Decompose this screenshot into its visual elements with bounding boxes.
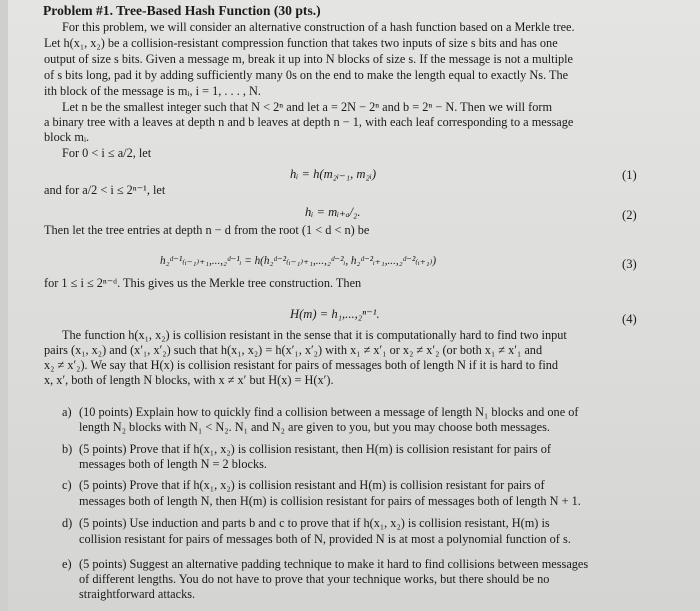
equation-1-number: (1) [622, 168, 637, 182]
intro-line-9: For 0 < i ≤ a/2, let [62, 146, 152, 160]
part-b-label: b) [62, 442, 73, 456]
part-e-label: e) [62, 557, 72, 571]
equation-1: hᵢ = h(m₂ᵢ₋₁, m₂ᵢ) [290, 167, 377, 181]
intro-line-1: For this problem, we will consider an alternative construction of a hash function based on a Merkle tree. [62, 20, 575, 34]
part-e-line-2: of different lengths. You do not have to prove that your technique works, but there should be no [79, 572, 550, 586]
part-a-line-2: length N₂ blocks with N₁ < N₂. N₁ and N₂ are given to you, but you may choose both messages. [79, 420, 550, 434]
part-c-label: c) [62, 478, 72, 492]
part-d-label: d) [62, 516, 73, 530]
equation-4: H(m) = h₁,...,₂ⁿ⁻¹. [290, 307, 380, 321]
intro-line-12: for 1 ≤ i ≤ 2ⁿ⁻ᵈ. This gives us the Merkle tree construction. Then [44, 276, 362, 290]
equation-3-number: (3) [622, 257, 637, 271]
intro-line-14: pairs (x₁, x₂) and (x′₁, x′₂) such that h(x₁, x₂) = h(x′₁, x′₂) with x₁ ≠ x′₁ or x₂ ≠ x′₂ (or both x₁ ≠ x′₁ and [44, 343, 543, 357]
part-a-label: a) [62, 405, 72, 419]
intro-line-3: output of size s bits. Given a message m, break it up into N blocks of size s. If the message is not a multiple [44, 52, 574, 66]
equation-4-number: (4) [622, 312, 637, 326]
part-b-line-2: messages both of length N = 2 blocks. [79, 457, 267, 471]
intro-line-2: Let h(x₁, x₂) be a collision-resistant compression function that takes two inputs of size s bits and has one [44, 36, 558, 50]
intro-line-8: block mᵢ. [44, 130, 90, 144]
intro-line-16: x, x′, both of length N blocks, with x ≠ x′ but H(x) = H(x′). [44, 373, 334, 387]
problem-title: Problem #1. Tree-Based Hash Function (30 pts.) [43, 3, 321, 18]
page-edge-shadow [0, 0, 8, 611]
intro-line-5: ith block of the message is mᵢ, i = 1, . . . , N. [44, 84, 261, 98]
part-b-line-1: (5 points) Prove that if h(x₁, x₂) is collision resistant, then H(m) is collision resistant for pairs of [79, 442, 552, 456]
equation-2-number: (2) [622, 208, 637, 222]
part-d-line-2: collision resistant for pairs of messages both of N, provided N is at most a polynomial function of s. [79, 532, 571, 546]
intro-line-7: a binary tree with a leaves at depth n and b leaves at depth n − 1, with each leaf corresponding to a message [44, 115, 574, 129]
part-c-line-1: (5 points) Prove that if h(x₁, x₂) is collision resistant and H(m) is collision resistant for pairs of [79, 478, 545, 492]
intro-line-11: Then let the tree entries at depth n − d from the root (1 < d < n) be [44, 223, 370, 237]
part-c-line-2: messages both of length N, then H(m) is collision resistant for pairs of messages both of length N + 1. [79, 494, 581, 508]
part-a-line-1: (10 points) Explain how to quickly find a collision between a message of length N₁ blocks and one of [79, 405, 579, 419]
equation-2: hᵢ = mᵢ₊ₐ/₂. [305, 205, 361, 219]
intro-line-13: The function h(x₁, x₂) is collision resistant in the sense that it is computationally hard to find two input [62, 328, 567, 342]
part-e-line-3: straightforward attacks. [79, 587, 196, 601]
intro-line-6: Let n be the smallest integer such that N < 2ⁿ and let a = 2N − 2ⁿ and b = 2ⁿ − N. Then we will form [62, 100, 553, 114]
intro-line-15: x₂ ≠ x′₂). We say that H(x) is collision resistant for pairs of messages both of length N if it is hard to find [44, 358, 559, 372]
part-e-line-1: (5 points) Suggest an alternative padding technique to make it hard to find collisions between messages [79, 557, 589, 571]
equation-3: h₂ᵈ⁻¹₍ᵢ₋₁₎₊₁,...,₂ᵈ⁻¹ᵢ = h(h₂ᵈ⁻²₍ᵢ₋₁₎₊₁,...,₂ᵈ⁻²ᵢ, h₂ᵈ⁻²ᵢ₊₁,...,₂ᵈ⁻²₍ᵢ₊₁₎) [160, 255, 437, 267]
intro-line-10: and for a/2 < i ≤ 2ⁿ⁻¹, let [44, 183, 166, 197]
intro-line-4: of s bits long, pad it by adding sufficiently many 0s on the end to make the length equal to exactly Ns. The [44, 68, 569, 82]
part-d-line-1: (5 points) Use induction and parts b and c to prove that if h(x₁, x₂) is collision resistant, H(m) is [79, 516, 550, 530]
